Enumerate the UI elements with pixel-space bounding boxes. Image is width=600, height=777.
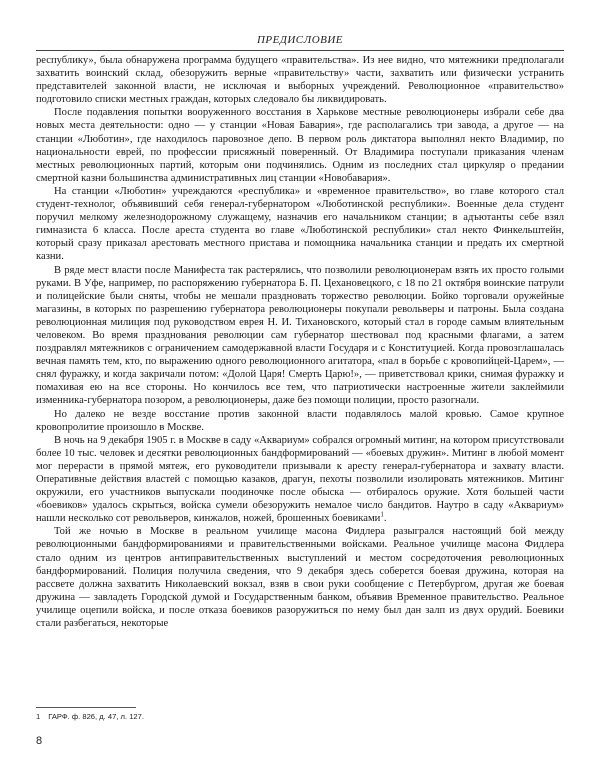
paragraph-6: В ночь на 9 декабря 1905 г. в Москве в саду «Аквариум» собрался огромный митинг, на котором присутствовали более 10 тыс. человек и десятки революционных бандформирований — «боевых дружин». Митинг в любой момент мог перерасти в прямой мятеж, его руководители призывали к аресту генерал-губернатора и захвату власти. Оперативные действия властей с помощью казаков, драгун, пехоты позволили изолировать мятежников. Митинг окружили, его участников выпускали поодиночке после обыска — отбиралось оружие. Хотя большей части «боевиков» удалось скрыться, войска сумели обезоружить немалое число бандитов. Наутро в саду «Аквариум» нашли несколько сот револьверов, кинжалов, ножей, брошенных боевиками$^1$. <box>36 434 564 525</box>
paragraph-5: Но далеко не везде восстание против законной власти подавлялось малой кровью. Самое крупное кровопролитие произошло в Москве. <box>36 408 564 433</box>
paragraph-6-text: В ночь на 9 декабря 1905 г. в Москве в саду «Аквариум» собрался огромный митинг, на котором присутствовали более 10 тыс. человек и десятки революционных бандформирований — «боевых дружин». Митинг в любой момент мог перерасти в прямой мятеж, его руководители призывали к аресту генерал-губернатора и захвату власти. Оперативные действия властей с помощью казаков, драгун, пехоты позволили изолировать мятежников. Митинг окружили, его участников выпускали поодиночке после обыска — отбиралось оружие. Хотя большей части «боевиков» удалось скрыться, войска сумели обезоружить немалое число бандитов. Наутро в саду «Аквариум» нашли несколько сот револьверов, кинжалов, ножей, брошенных боевиками <box>36 434 564 525</box>
main-text <box>36 54 564 630</box>
paragraph-1: республику», была обнаружена программа будущего «правительства». Из нее видно, что мятежники предполагали захватить воинский склад, обезоружить верные «правительству» части, захватить или физически устранить представителей законной власти, не исключая и выборных учреждений. Революционное «правительство» подготовило списки местных граждан, которых следовало бы ликвидировать. <box>36 55 564 106</box>
footnote-reference: 1 <box>380 510 384 519</box>
page-number: 8 <box>36 735 43 747</box>
running-head-title: ПРЕДИСЛОВИЕ <box>256 34 344 46</box>
footnote-number: 1 <box>36 712 41 721</box>
paragraph-4: В ряде мест власти после Манифеста так растерялись, что позволили революционерам взять их просто голыми руками. В Уфе, например, по распоряжению губернатора Б. П. Цехановецкого, с 18 по 21 октября воинские патрули и полицейские были сняты, чтобы не мешали праздновать торжество революции. Бойко торговали оружейные магазины, в которых по разрешению губернатора революционеры покупали револьверы и патроны. Была создана революционная милиция под руководством еврея Н. И. Тихановского, который стал в городе самым влиятельным человеком. Во время празднования революции сам губернатор шествовал под красными флагами, а затем поздравлял мятежников с ограничением самодержавной власти Государя и с Конституцией. Когда провозглашалась вечная память тем, кто, по выражению одного революционного агитатора, «пал в борьбе с кровопийцей-Царем», — снял фуражку, и когда закричали потом: «Долой Царя! Смерть Царю!», — приветствовал крики, снимая фуражку и помахивая ею на все стороны. Но кончилось все тем, что патриотически настроенные жители заклеймили изменника-губернатора позором, а революционеры, даже без помощи полиции, просто разогнали. <box>36 264 564 407</box>
header-rule <box>36 50 564 51</box>
paragraph-7: Той же ночью в Москве в реальном училище масона Фидлера разыгрался настоящий бой между революционными бандформированиями и правительственными войсками. Реальное училище масона Фидлера стало одним из центров антиправительственных выступлений и местом сосредоточения революционных бандформирований. Полиция получила сведения, что 9 декабря здесь соберется боевая дружина, которая на рассвете должна захватить Николаевский вокзал, взяв в свои руки сообщение с Петербургом, другая же боевая дружина — завладеть Городской думой и Государственным банком, объявив Временное правительство. Реальное училище оцепили войска, и после отказа боевиков разоружиться по нему был дан залп из двух орудий. Боевики стали разбегаться, некоторые <box>36 526 564 630</box>
footnote-rule <box>36 707 136 708</box>
paragraph-3: На станции «Люботин» учреждаются «республика» и «временное правительство», во главе которого стал студент-технолог, объявивший себя генерал-губернатором «Люботинской республики». Военные дела студент поручил мелкому железнодорожному служащему, назначив его начальником станции; в адъютанты себе взял гимназиста 6 класса. После ареста студента во главе «Люботинской республики» стал некто Финкельштейн, который сразу приказал арестовать местного пристава и помощника начальника станции и предать их смертной казни. <box>36 185 564 263</box>
footnote <box>36 712 144 721</box>
paragraph-2: После подавления попытки вооруженного восстания в Харькове местные революционеры избрали себе два новых места деятельности: одно — у станции «Новая Бавария», где располагались три завода, а другое — на станции «Люботин», где находилось паровозное депо. В первом роль диктатора выполнял некто Владимир, по национальности еврей, по профессии присяжный поверенный. От Владимира поступали приказания членам местных революционных партий, которым они подчинялись. Одним из последних стал циркуляр о предании смертной казни большинства административных лиц станции «Новобавария». <box>36 107 564 184</box>
footnote-text: ГАРФ. ф. 826, д. 47, л. 127. <box>48 712 144 721</box>
